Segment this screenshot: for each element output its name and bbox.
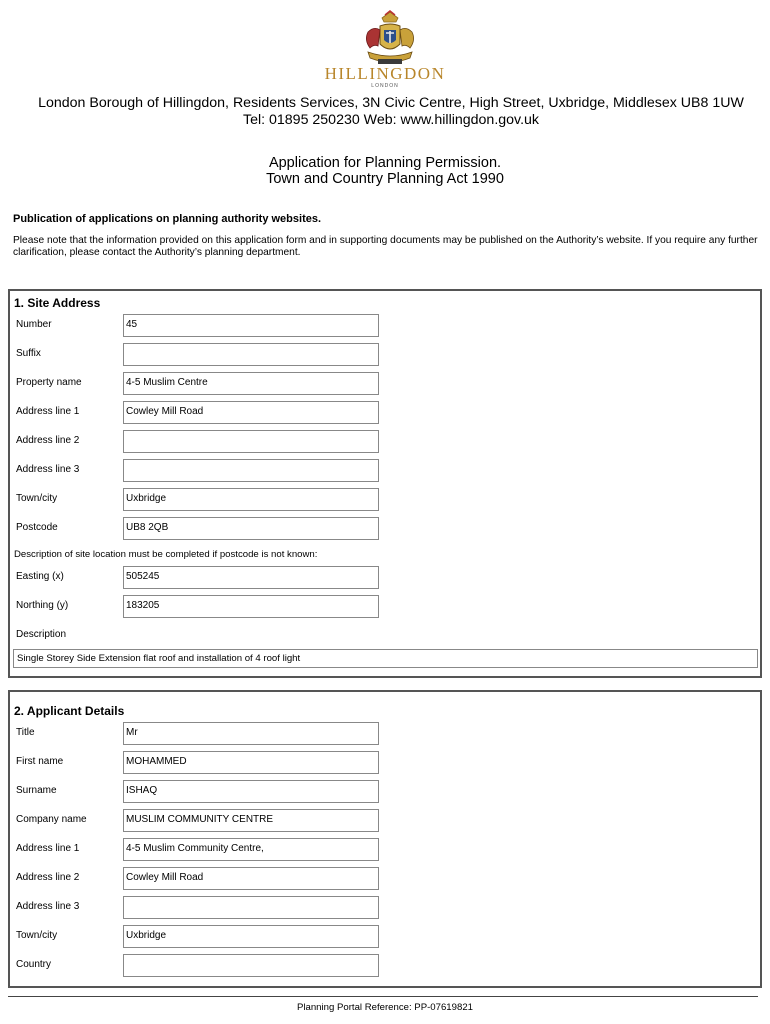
field-label: Easting (x) (16, 571, 64, 582)
town-city-field[interactable]: Uxbridge (123, 925, 379, 948)
contact-line: Tel: 01895 250230 Web: www.hillingdon.gov.uk (242, 112, 540, 128)
portal-reference: Planning Portal Reference: PP-07619821 (296, 1002, 473, 1013)
address-line-1-field[interactable]: Cowley Mill Road (123, 401, 379, 424)
number-field[interactable]: 45 (123, 314, 379, 337)
title-field[interactable]: Mr (123, 722, 379, 745)
first-name-field[interactable]: MOHAMMED (123, 751, 379, 774)
site-address-section (8, 289, 762, 678)
field-label: Surname (16, 785, 57, 796)
coat-of-arms-icon (360, 10, 420, 70)
field-label: Town/city (16, 493, 58, 504)
field-label: Address line 2 (16, 435, 80, 446)
field-label: Address line 2 (16, 872, 80, 883)
field-label: Description (16, 629, 67, 640)
brand-name: HILLINGDON (324, 64, 446, 83)
form-subtitle: Town and Country Planning Act 1990 (266, 171, 504, 187)
description-field[interactable]: Single Storey Side Extension flat roof and installation of 4 roof light (13, 649, 758, 668)
field-label: Company name (16, 814, 87, 825)
field-label: Address line 1 (16, 843, 80, 854)
field-label: Address line 1 (16, 406, 80, 417)
field-label: Address line 3 (16, 464, 80, 475)
field-label: Postcode (16, 522, 58, 533)
field-label: Country (16, 959, 52, 970)
property-name-field[interactable]: 4-5 Muslim Centre (123, 372, 379, 395)
field-label: Number (16, 319, 52, 330)
brand-subtitle: LONDON (371, 83, 399, 89)
address-line-2-field[interactable] (123, 430, 379, 453)
footer-divider (8, 996, 758, 997)
form-title: Application for Planning Permission. (268, 155, 502, 171)
address-line-1-field[interactable]: 4-5 Muslim Community Centre, (123, 838, 379, 861)
suffix-field[interactable] (123, 343, 379, 366)
town-city-field[interactable]: Uxbridge (123, 488, 379, 511)
address-line-3-field[interactable] (123, 896, 379, 919)
address-line-2-field[interactable]: Cowley Mill Road (123, 867, 379, 890)
field-label: Northing (y) (16, 600, 69, 611)
address-line-3-field[interactable] (123, 459, 379, 482)
field-label: First name (16, 756, 64, 767)
company-name-field[interactable]: MUSLIM COMMUNITY CENTRE (123, 809, 379, 832)
surname-field[interactable]: ISHAQ (123, 780, 379, 803)
field-label: Title (16, 727, 35, 738)
applicant-details-section (8, 690, 762, 988)
address-line: London Borough of Hillingdon, Residents Services, 3N Civic Centre, High Street, Uxbridge, Middlesex UB8 1UW (38, 95, 744, 111)
section-title: 1. Site Address (14, 296, 101, 310)
northing-field[interactable]: 183205 (123, 595, 379, 618)
country-field[interactable] (123, 954, 379, 977)
field-label: Address line 3 (16, 901, 80, 912)
publication-text: Please note that the information provided on this application form and in supporting documents may be published on the Authority’s website. If you require any further clarification, please contact the Authority’s planning department. (13, 235, 758, 258)
easting-field[interactable]: 505245 (123, 566, 379, 589)
field-label: Property name (16, 377, 82, 388)
field-label: Town/city (16, 930, 58, 941)
publication-heading: Publication of applications on planning authority websites. (13, 213, 322, 225)
field-label: Suffix (16, 348, 41, 359)
location-note: Description of site location must be completed if postcode is not known: (14, 549, 318, 560)
section-title: 2. Applicant Details (14, 704, 125, 718)
postcode-field[interactable]: UB8 2QB (123, 517, 379, 540)
